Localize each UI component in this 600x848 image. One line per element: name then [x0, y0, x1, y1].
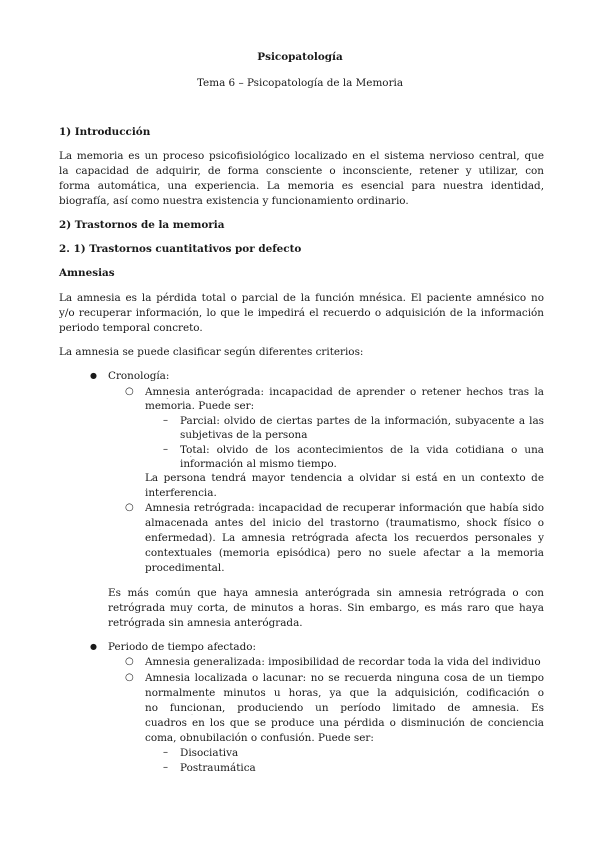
paragraph-line: la capacidad de adquirir, de forma consciente o inconsciente, retener y utilizar, con [59, 165, 544, 177]
list-item-line: contextuales (memoria episódica) pero no suele afectar a la memoria [145, 547, 544, 559]
list-item-line: no funcionan, produciendo un período limitado de amnesia. Es [145, 702, 544, 714]
list-item-line: Amnesia anterógrada: incapacidad de aprender o retener hechos tras la [145, 386, 544, 398]
document-title: Psicopatología [257, 51, 343, 63]
bullet-circle-icon: ○ [125, 502, 134, 513]
list-item-line: subjetivas de la persona [180, 429, 308, 441]
paragraph-line: periodo temporal concreto. [59, 322, 203, 334]
list-item-line: almacenada antes del inicio del trastorno (traumatismo, shock físico o [145, 517, 544, 529]
list-item-line: cuadros en los que se produce una pérdida o disminución de conciencia [145, 717, 544, 729]
bullet-dot-icon: ● [90, 371, 97, 380]
list-item-line: Postraumática [180, 762, 256, 774]
bullet-dash-icon: – [163, 444, 168, 455]
list-item-line: La persona tendrá mayor tendencia a olvidar si está en un contexto de [145, 472, 544, 484]
list-item-line: interferencia. [145, 487, 217, 499]
paragraph-line: retrógrada sin amnesia anterógrada. [108, 617, 303, 629]
paragraph-line: retrógrada muy corta, de minutos a horas. Sin embargo, es más raro que haya [108, 602, 544, 614]
criteria-line: La amnesia se puede clasificar según diferentes criterios: [59, 346, 364, 358]
list-item-line: Amnesia retrógrada: incapacidad de recuperar información que había sido [145, 502, 544, 514]
paragraph-line: Es más común que haya amnesia anterógrada sin amnesia retrógrada o con [108, 587, 544, 599]
paragraph-line: La amnesia es la pérdida total o parcial de la función mnésica. El paciente amnésico no [59, 292, 544, 304]
list-item-line: enfermedad). La amnesia retrógrada afecta los recuerdos personales y [145, 532, 544, 544]
bullet-dash-icon: – [163, 747, 168, 758]
subsection-heading: 2. 1) Trastornos cuantitativos por defecto [59, 243, 302, 255]
paragraph-line: biografía, así como nuestra existencia y funcionamiento ordinario. [59, 195, 409, 207]
bullet-dash-icon: – [163, 415, 168, 426]
list-item-line: Disociativa [180, 747, 239, 759]
amnesias-heading: Amnesias [59, 267, 115, 279]
section-heading-introduccion: 1) Introducción [59, 126, 151, 138]
bullet-circle-icon: ○ [125, 656, 134, 667]
list-item-line: Amnesia localizada o lacunar: no se recuerda ninguna cosa de un tiempo [145, 672, 544, 684]
bullet-circle-icon: ○ [125, 386, 134, 397]
list-item-line: Total: olvido de los acontecimientos de la vida cotidiana o una [180, 444, 544, 456]
list-item-line: memoria. Puede ser: [145, 400, 255, 412]
list-item-line: Parcial: olvido de ciertas partes de la información, subyacente a las [180, 415, 544, 427]
paragraph-line: La memoria es un proceso psicofisiológico localizado en el sistema nervioso central, que [59, 150, 544, 162]
paragraph-line: forma automática, una experiencia. La memoria es esencial para nuestra identidad, [59, 180, 544, 192]
section-heading-trastornos: 2) Trastornos de la memoria [59, 219, 225, 231]
list-item-line: procedimental. [145, 562, 225, 574]
document-subtitle: Tema 6 – Psicopatología de la Memoria [196, 77, 404, 89]
paragraph-line: y/o recuperar información, lo que le impedirá el recuerdo o adquisición de la información [59, 307, 544, 319]
list-item-line: información al mismo tiempo. [180, 458, 337, 470]
bullet-dash-icon: – [163, 762, 168, 773]
list-item-line: coma, obnubilación o confusión. Puede ser: [145, 732, 374, 744]
bullet-circle-icon: ○ [125, 672, 134, 683]
list-item-line: Amnesia generalizada: imposibilidad de recordar toda la vida del individuo [145, 656, 541, 668]
list-label-cronologia: Cronología: [108, 370, 170, 382]
list-label-periodo: Periodo de tiempo afectado: [108, 641, 257, 653]
list-item-line: normalmente minutos u horas, ya que la adquisición, codificación o [145, 687, 544, 699]
bullet-dot-icon: ● [90, 642, 97, 651]
